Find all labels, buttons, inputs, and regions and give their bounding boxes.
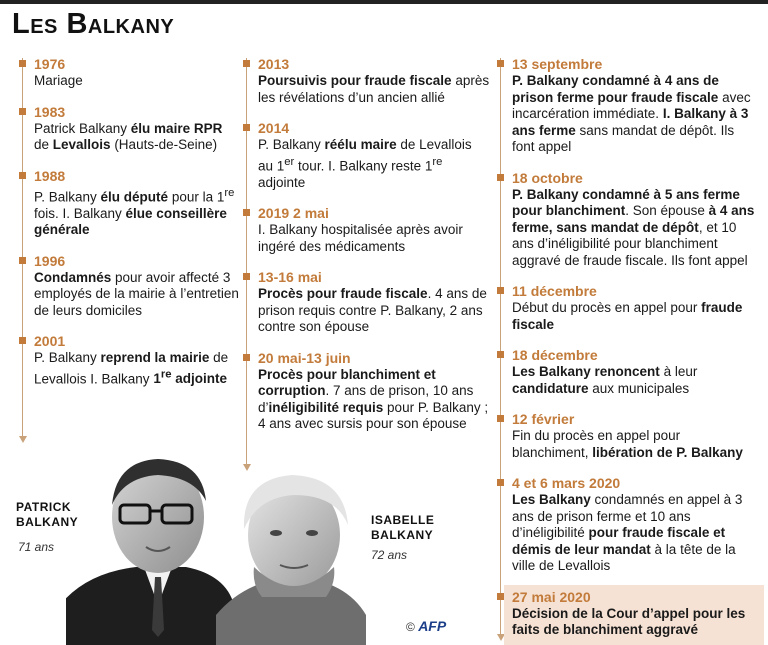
event-description: P. Balkany réélu maire de Levallois au 1er tour. I. Balkany reste 1re adjointe: [258, 137, 472, 190]
timeline-event: [18, 253, 240, 334]
timeline-column-3: [496, 56, 758, 639]
timeline-event: [496, 411, 758, 475]
event-description: Mariage: [34, 73, 83, 88]
event-description: P. Balkany reprend la mairie de Levallois I. Balkany 1re adjointe: [34, 350, 229, 386]
patrick-portrait: [66, 459, 234, 645]
timeline-column-1: [18, 56, 240, 402]
event-date: 13-16 mai: [258, 269, 322, 285]
event-date: 18 octobre: [512, 169, 583, 186]
portrait-photos: [66, 455, 406, 645]
event-description: P. Balkany élu député pour la 1re fois. I. Balkany élue conseillère générale: [34, 186, 235, 237]
person-name-patrick: PATRICK BALKANY: [16, 500, 79, 529]
timeline-event: [18, 333, 240, 402]
isabelle-portrait: [216, 475, 366, 645]
event-description: Les Balkany renoncent à leur candidature aux municipales: [512, 364, 698, 396]
timeline-event: [496, 56, 758, 170]
event-description: Patrick Balkany élu maire RPR de Levallois (Hauts-de-Seine): [34, 120, 223, 152]
event-date: 20 mai-13 juin: [258, 349, 351, 366]
timeline-event: [18, 56, 240, 104]
event-description: P. Balkany condamné à 4 ans de prison ferme pour fraude fiscale avec incarcération immédiate. I. Balkany à 3 ans ferme sans mandat de dépôt. Ils font appel: [512, 73, 751, 154]
person-age-patrick: 71 ans: [18, 540, 55, 554]
event-description: Procès pour blanchiment et corruption. 7 ans de prison, 10 ans d’inéligibilité requis pour P. Balkany ; 4 ans avec sursis pour son épouse: [258, 366, 489, 431]
timeline-arrow-icon: [19, 436, 27, 443]
timeline-event: [496, 283, 758, 347]
timeline-event: [242, 350, 490, 447]
timeline-event: [18, 104, 240, 168]
event-description: Poursuivis pour fraude fiscale après les révélations d’un ancien allié: [258, 73, 490, 105]
timeline-event: [242, 56, 490, 120]
timeline-event: [242, 269, 490, 350]
event-date: 1988: [34, 167, 66, 184]
top-rule: [0, 0, 768, 4]
event-date: 4 et 6 mars 2020: [512, 475, 621, 491]
timeline-column-2: [242, 56, 490, 447]
event-date: 11 décembre: [512, 283, 597, 299]
timeline-event: [18, 168, 240, 253]
timeline-event: [496, 475, 758, 589]
event-description: Les Balkany condamnés en appel à 3 ans de prison ferme et 10 ans d’inéligibilité pour fraude fiscale et démis de leur mandat à la tête de la ville de Levallois: [512, 492, 743, 573]
event-date: 13 septembre: [512, 56, 603, 72]
event-description: Début du procès en appel pour fraude fiscale: [512, 300, 743, 332]
agency-logo: AFP: [418, 618, 447, 634]
timeline-event: [242, 205, 490, 269]
copyright-mark: ©: [406, 620, 415, 634]
timeline-event: [496, 170, 758, 284]
photo-credit: [406, 618, 446, 634]
event-date: 2013: [258, 56, 290, 72]
event-date: 2001: [34, 333, 66, 349]
event-date: 18 décembre: [512, 347, 598, 363]
event-date: 12 février: [512, 411, 575, 427]
event-date: 1996: [34, 252, 66, 269]
person-name-isabelle: ISABELLE BALKANY: [371, 513, 435, 542]
event-description: Procès pour fraude fiscale. 4 ans de prison requis contre P. Balkany, 2 ans contre son épouse: [258, 286, 487, 334]
event-date: 1983: [34, 103, 66, 120]
event-date: 2019 2 mai: [258, 205, 329, 221]
event-description: P. Balkany condamné à 5 ans ferme pour blanchiment. Son épouse à 4 ans ferme, sans mandat de dépôt, et 10 ans d’inéligibilité pour blanchiment aggravé de fraude fiscale. Ils font appel: [512, 186, 755, 268]
event-description: I. Balkany hospitalisée après avoir ingéré des médicaments: [258, 222, 463, 254]
event-description: Condamnés pour avoir affecté 3 employés de la mairie à l’entretien de leurs domiciles: [34, 269, 239, 318]
timeline-event: [496, 347, 758, 411]
page-title: Les Balkany: [12, 8, 175, 40]
person-age-isabelle: 72 ans: [371, 548, 408, 562]
event-date: 2014: [258, 120, 290, 136]
event-date: 27 mai 2020: [512, 588, 591, 605]
timeline-event: [242, 120, 490, 205]
event-description: Décision de la Cour d’appel pour les faits de blanchiment aggravé: [512, 605, 746, 637]
event-date: 1976: [34, 56, 66, 72]
event-description: Fin du procès en appel pour blanchiment, libération de P. Balkany: [512, 428, 743, 460]
timeline-event: [496, 589, 758, 639]
